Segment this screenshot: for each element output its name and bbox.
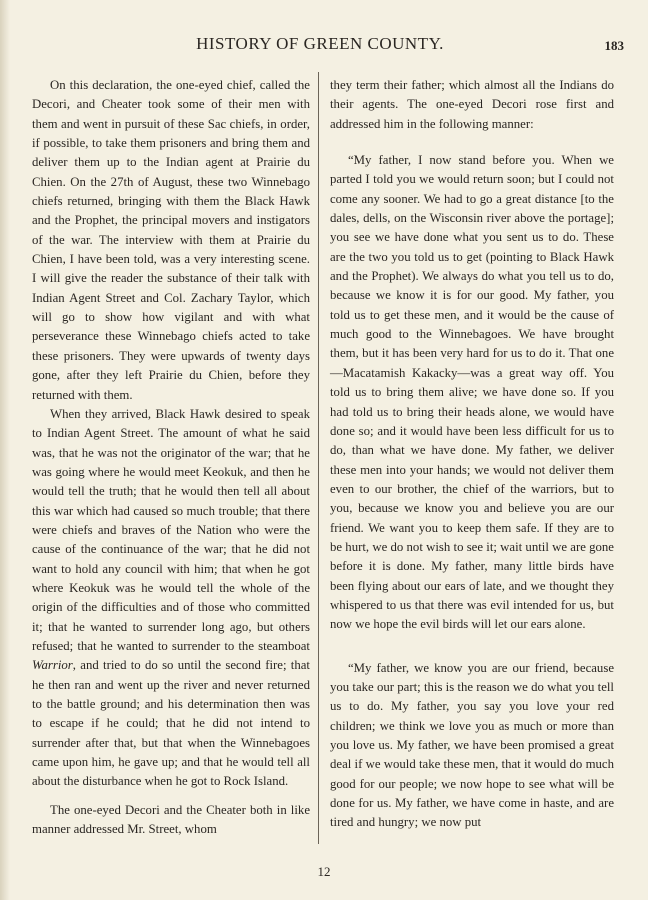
left-column: [32, 76, 310, 839]
page-number: 183: [604, 38, 624, 53]
right-column: [330, 76, 614, 833]
paragraph: The one-eyed Decori and the Cheater both in like manner addressed Mr. Street, whom: [32, 802, 310, 837]
paragraph: On this declaration, the one-eyed chief, called the Decori, and Cheater took some of their men with them and went in pursuit of these Sac chiefs, in order, if possible, to take them prisoners and bring them and deliver them up to the Indian agent at Prairie du Chien. On the 27th of August, these two Winnebago chiefs returned, bringing with them the Black Hawk and the Prophet, the principal movers and instigators of the war. The interview with them at Prairie du Chien, I have been told, was a very interesting scene. I will give the reader the substance of their talk with Indian Agent Street and Col. Zachary Taylor, which will go to show how vigilant and with what perseverance these Winnebago chiefs acted to take these prisoners. They were upwards of twenty days gone, after they left Prairie du Chien, before they returned with them.: [32, 78, 310, 402]
running-header: HISTORY OF GREEN COUNTY.: [196, 34, 444, 53]
quote-paragraph: “My father, we know you are our friend, because you take our part; this is the reason we do what you tell us to do. My father, you say you love your red children; we think we love you as much or more than you love us. My father, we have been promised a great deal if we would take these men, that it would do much good for our people; we now hope to see what will be done for us. My father, we have come in haste, and are tired and hungry; we now put: [330, 660, 614, 830]
signature-mark: 12: [317, 864, 331, 879]
paragraph: they term their father; which almost all the Indians do their agents. The one-eyed Decori rose first and addressed him in the following manner:: [330, 78, 614, 131]
column-divider: [318, 72, 319, 844]
quote-paragraph: “My father, I now stand before you. When we parted I told you we would return soon; but I could not come any sooner. We had to go a great distance [to the dales, dells, on the Wisconsin river above the portage]; you see we have done what you sent us to do. These are the two you told us to get (pointing to Black Hawk and the Prophet). We always do what you tell us to do, because we know it is for our good. My father, you told us to get these men, and it would be the cause of much good to the Winnebagoes. We have brought them, but it has been very hard for us to do it. That one—Macatamish Kakacky—was a great way off. You told us to bring them alive; we have done so. If you had told us to bring their heads alone, we would have done so; and it would have been less difficult for us to do, than what we have done. My father, we deliver these men into your hands; we would not deliver them even to our brother, the chief of the warriors, but to you, because we know you and believe you are our friend. We want you to keep them safe. If they are to be hurt, we do not wish to see it; wait until we are gone before it is done. My father, many little birds have been flying about our ears of late, and we thought they whispered to us that there was evil intended for us, but now we hope the evil birds will let our ears alone.: [330, 153, 614, 632]
page-gutter-shadow: [0, 0, 10, 900]
paragraph-text: When they arrived, Black Hawk desired to speak to Indian Agent Street. The amount of what he said was, that he was not the originator of the war; that he was going where he would meet Keokuk, and then he would tell the truth; that he would then tell all about this war which had caused so much trouble; that there were chiefs and braves of the Nation who were the cause of the continuance of the war; that he did not want to hold any council with him; that when he got where Keokuk was he would tell the whole of the origin of the difficulties and of those who committed it; that he wanted to surrender long ago, but others refused; that he wanted to surrender to the steamboat: [32, 406, 310, 653]
paragraph-text: , and tried to do so until the second fire; that he then ran and went up the river and never returned to the battle ground; and his determination then was to escape if he could; that he did not intend to surrender after that, but that when the Winnebagoes came upon him, he gave up; and that he would tell all about the disturbance when he got to Rock Island.: [32, 658, 310, 789]
paragraph: [32, 405, 310, 792]
italic-ship-name: Warrior: [32, 658, 73, 673]
